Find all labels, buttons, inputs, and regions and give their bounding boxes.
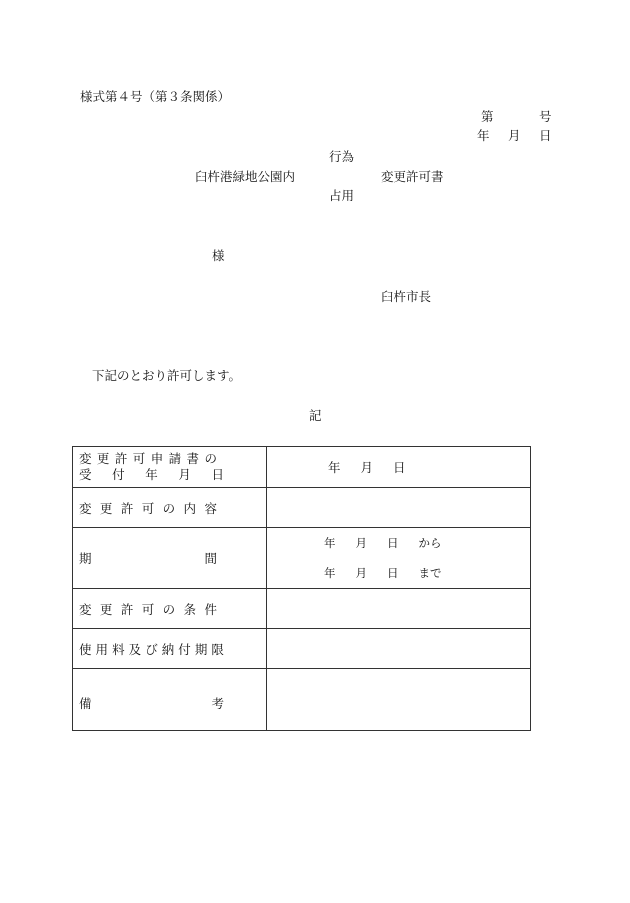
row-label-content: 変 更 許 可 の 内 容 (73, 488, 267, 528)
title-prefix: 臼杵港緑地公園内 (195, 169, 296, 184)
row-label-period: 期 間 (73, 528, 267, 589)
row-value-conditions (267, 589, 531, 629)
table-row-content (73, 488, 531, 528)
row-label-conditions: 変 更 許 可 の 条 件 (73, 589, 267, 629)
title-option-top: 行為 (329, 149, 355, 164)
title-suffix: 変更許可書 (381, 169, 444, 184)
form-number: 様式第４号（第３条関係） (80, 89, 231, 104)
doc-number-dai: 第 (481, 109, 494, 124)
addressee-suffix: 様 (212, 248, 225, 263)
table-row-conditions (73, 589, 531, 629)
table-row-fee-deadline (73, 629, 531, 669)
ki-heading: 記 (309, 408, 322, 423)
body-text: 下記のとおり許可します。 (92, 368, 242, 383)
table-row-application-date (73, 447, 531, 488)
row-label-fee-deadline: 使 用 料 及 び 納 付 期 限 (73, 629, 267, 669)
row-value-application-date: 年 月 日 (267, 447, 531, 488)
row-value-fee-deadline (267, 629, 531, 669)
date-month: 月 (508, 128, 521, 143)
doc-number-go: 号 (539, 109, 552, 124)
issuer-name: 臼杵市長 (381, 289, 432, 304)
table-row-remarks (73, 669, 531, 731)
row-value-remarks (267, 669, 531, 731)
row-label-remarks: 備 考 (73, 669, 267, 731)
row-value-content (267, 488, 531, 528)
row-label-application-date: 変 更 許 可 申 請 書 の 受 付 年 月 日 (73, 447, 267, 488)
table-row-period (73, 528, 531, 589)
permit-details-table (72, 446, 531, 731)
date-year: 年 (477, 128, 490, 143)
row-value-period: 年 月 日 から 年 月 日 まで (267, 528, 531, 589)
date-day: 日 (539, 128, 552, 143)
title-option-bottom: 占用 (329, 188, 355, 203)
